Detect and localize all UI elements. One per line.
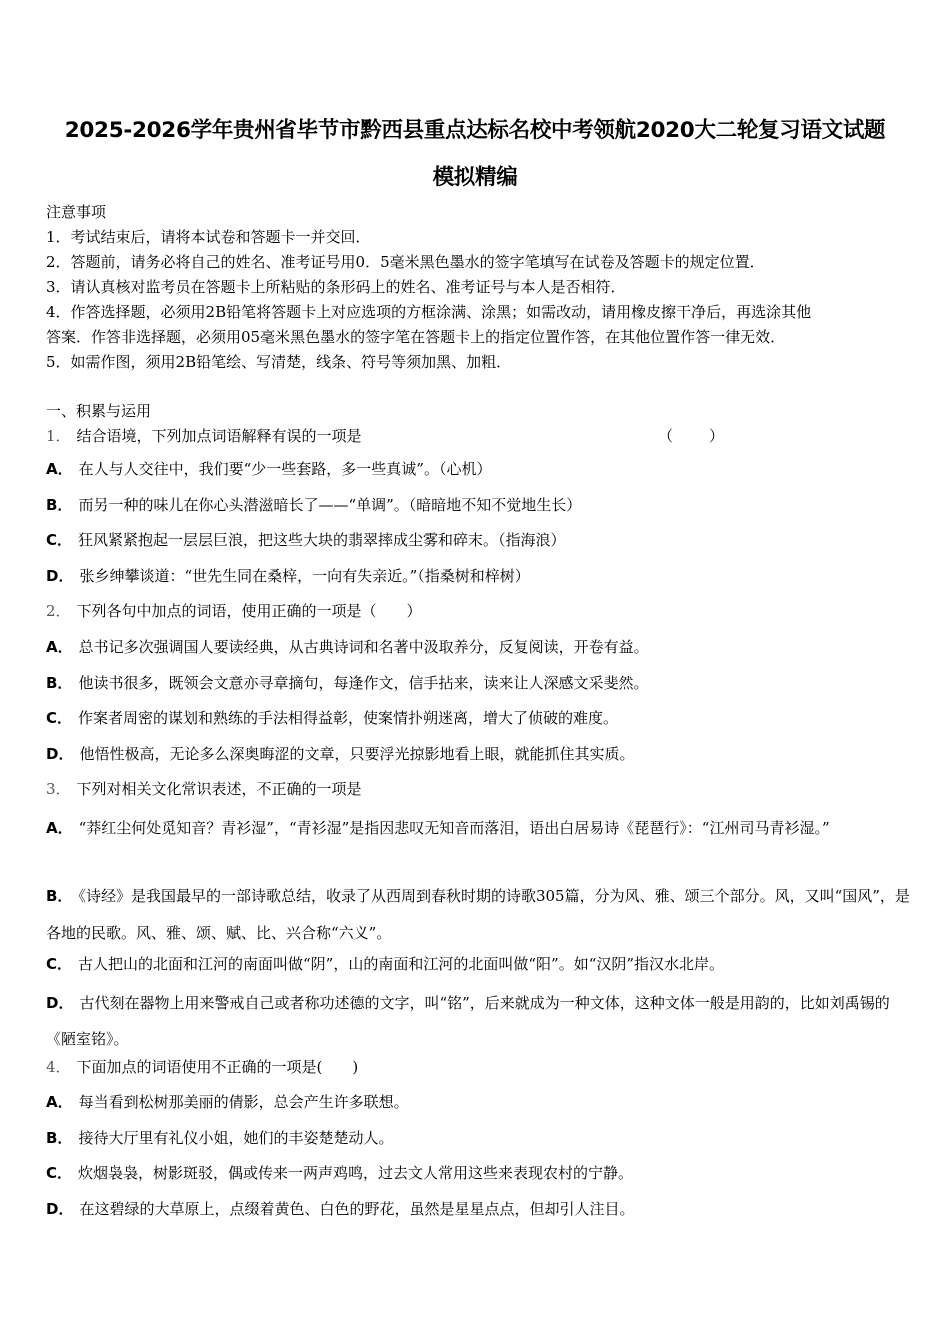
option-item [46, 1199, 910, 1219]
notice-item: 4．作答选择题，必须用2B铅笔将答题卡上对应选项的方框涂满、涂黑；如需改动，请用橡皮擦干净后，再选涂其他 [46, 303, 812, 321]
option-text: 而另一种的味儿在你心头潜滋暗长了——“单调”。（暗暗地不知不觉地生长） [78, 496, 582, 514]
question-text: 下面加点的词语使用不正确的一项是( ) [76, 1058, 359, 1076]
option-letter: C． [46, 709, 73, 727]
option-text: “莽红尘何处觅知音？青衫湿”，“青衫湿”是指因悲叹无知音而落泪，语出白居易诗《琵琶行》：“江州司马青衫湿。” [78, 819, 830, 837]
option-text: 古代刻在器物上用来警戒自己或者称功述德的文字，叫“铭”，后来就成为一种文体，这种文体一般是用韵的，比如刘禹锡的《陋室铭》。 [46, 994, 890, 1048]
option-letter: A． [46, 638, 73, 656]
section-heading: 一、积累与运用 [46, 402, 152, 420]
question-text: 下列各句中加点的词语，使用正确的一项是（ ） [76, 602, 422, 620]
option-item [46, 495, 910, 515]
option-letter: A． [46, 819, 73, 837]
option-text: 每当看到松树那美丽的倩影，总会产生许多联想。 [78, 1093, 409, 1111]
option-text: 炊烟袅袅，树影斑驳，偶或传来一两声鸡鸣，过去文人常用这些来表现农村的宁静。 [78, 1164, 634, 1182]
option-item [46, 530, 910, 550]
option-text: 《诗经》是我国最早的一部诗歌总结，收录了从西周到春秋时期的诗歌305篇，分为风、雅、颂三个部分。风，又叫“国风”，是各地的民歌。风、雅、颂、赋、比、兴合称“六义”。 [46, 887, 910, 942]
page-title: 2025-2026学年贵州省毕节市黔西县重点达标名校中考领航2020大二轮复习语文试题 [64, 118, 886, 143]
option-text: 在人与人交往中，我们要“少一些套路，多一些真诚”。（心机） [78, 460, 492, 478]
question-number: 4． [46, 1058, 71, 1076]
notice-item: 5．如需作图，须用2B铅笔绘、写清楚，线条、符号等须加黑、加粗． [46, 353, 512, 371]
option-text: 作案者周密的谋划和熟练的手法相得益彰，使案情扑朔迷离，增大了侦破的难度。 [78, 709, 619, 727]
option-item [46, 878, 910, 952]
question-number: 2． [46, 602, 71, 620]
option-item [46, 708, 910, 728]
option-letter: C． [46, 531, 73, 549]
question-text: 结合语境，下列加点词语解释有误的一项是 [76, 427, 362, 445]
option-letter: B． [46, 1129, 73, 1147]
question-stem [46, 426, 910, 446]
option-letter: A． [46, 1093, 73, 1111]
option-text: 古人把山的北面和江河的南面叫做“阴”，山的南面和江河的北面叫做“阳”。如“汉阴”指汉水北岸。 [78, 955, 725, 973]
notice-item: 3．请认真核对监考员在答题卡上所粘贴的条形码上的姓名、准考证号与本人是否相符． [46, 278, 626, 296]
question-stem [46, 601, 910, 621]
option-text: 总书记多次强调国人要读经典，从古典诗词和名著中汲取养分，反复阅读，开卷有益。 [78, 638, 649, 656]
option-text: 接待大厅里有礼仪小姐，她们的丰姿楚楚动人。 [78, 1129, 394, 1147]
option-letter: B． [46, 674, 73, 692]
option-item [46, 954, 910, 974]
option-letter: D． [46, 994, 74, 1012]
question-number: 3． [46, 780, 71, 798]
option-item [46, 985, 910, 1057]
option-letter: B． [46, 887, 73, 905]
question-stem [46, 1057, 910, 1077]
option-letter: C． [46, 955, 73, 973]
notice-heading: 注意事项 [46, 203, 107, 221]
option-item [46, 1128, 910, 1148]
option-item [46, 459, 910, 479]
notice-item: 答案．作答非选择题，必须用05毫米黑色墨水的签字笔在答题卡上的指定位置作答，在其他位置作答一律无效． [46, 328, 786, 346]
option-item [46, 1163, 910, 1183]
option-text: 张乡绅攀谈道：“世先生同在桑梓，一向有失亲近。”（指桑树和梓树） [79, 567, 530, 585]
notice-item: 2．答题前，请务必将自己的姓名、准考证号用0．5毫米黑色墨水的签字笔填写在试卷及答题卡的规定位置． [46, 253, 765, 271]
page-title-continued: 模拟精编 [432, 165, 518, 190]
notice-item: 1．考试结束后，请将本试卷和答题卡一并交回． [46, 228, 371, 246]
question-text: 下列对相关文化常识表述，不正确的一项是 [76, 780, 362, 798]
option-item [46, 637, 910, 657]
option-text: 他读书很多，既领会文意亦寻章摘句，每逢作文，信手拈来，读来让人深感文采斐然。 [78, 674, 649, 692]
option-letter: D． [46, 567, 74, 585]
question-stem [46, 779, 910, 799]
option-letter: D． [46, 1200, 74, 1218]
option-item [46, 811, 910, 846]
option-item [46, 744, 910, 764]
option-text: 狂风紧紧抱起一层层巨浪，把这些大块的翡翠摔成尘雾和碎末。（指海浪） [78, 531, 566, 549]
option-text: 他悟性极高，无论多么深奥晦涩的文章，只要浮光掠影地看上眼，就能抓住其实质。 [79, 745, 635, 763]
option-letter: D． [46, 745, 74, 763]
option-item [46, 673, 910, 693]
option-text: 在这碧绿的大草原上，点缀着黄色、白色的野花，虽然是星星点点，但却引人注目。 [79, 1200, 635, 1218]
option-letter: B． [46, 496, 73, 514]
answer-parenthesis: （ ） [658, 427, 727, 445]
question-number: 1． [46, 427, 71, 445]
option-letter: C． [46, 1164, 73, 1182]
option-item [46, 1092, 910, 1112]
option-letter: A． [46, 460, 73, 478]
option-item [46, 566, 910, 586]
